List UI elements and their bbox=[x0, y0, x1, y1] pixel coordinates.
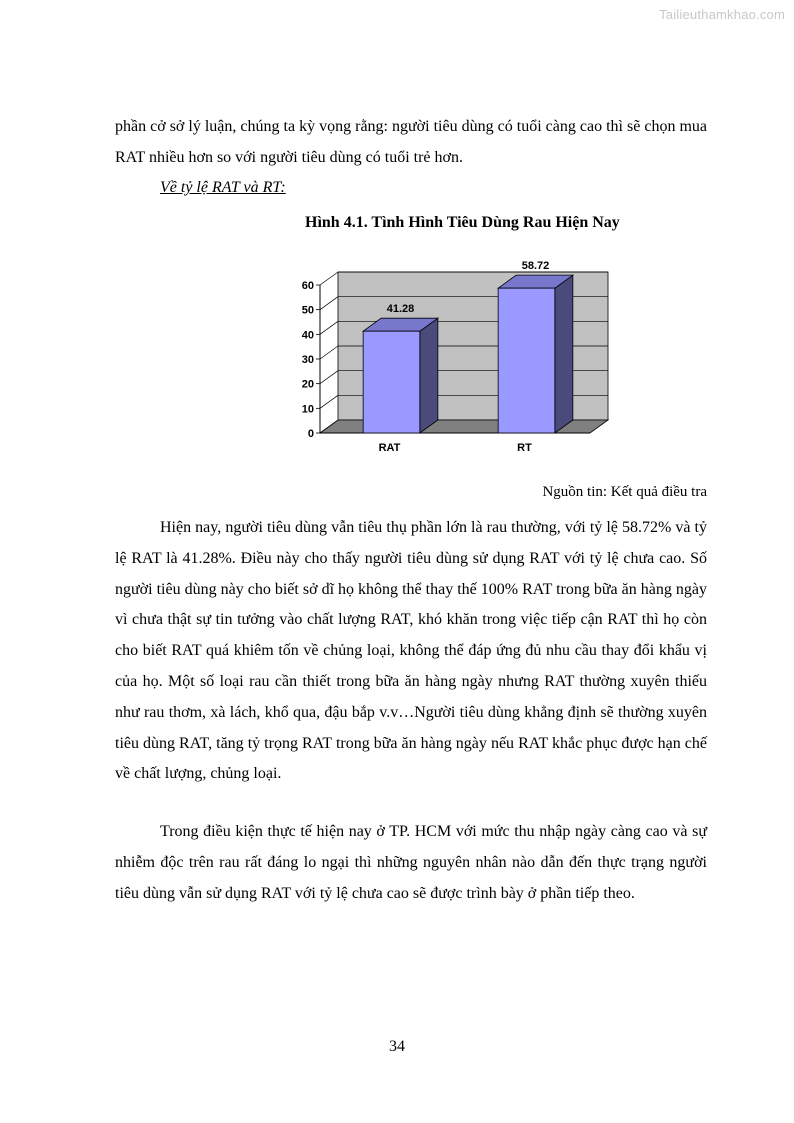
chart-y-tick-label: 40 bbox=[301, 329, 314, 342]
chart-y-tick-label: 50 bbox=[301, 304, 314, 317]
chart-grid-diagonal bbox=[320, 371, 338, 384]
figure-title: Hình 4.1. Tình Hình Tiêu Dùng Rau Hiện Nay bbox=[305, 214, 620, 231]
chart-x-tick-label: RAT bbox=[378, 442, 401, 454]
chart-grid-diagonal bbox=[320, 395, 338, 408]
paragraph-3: Trong điều kiện thực tế hiện nay ở TP. HCM với mức thu nhập ngày càng cao và sự nhiễm độc trên rau rất đáng lo ngại thì những nguyên nhân nào dẫn đến thực trạng người tiêu dùng vẫn sử dụng RAT với tỷ lệ chưa cao sẽ được trình bày ở phần tiếp theo. bbox=[115, 823, 707, 902]
chart-data-label: 58.72 bbox=[521, 260, 550, 273]
chart-y-tick-label: 0 bbox=[307, 428, 314, 440]
chart-bar-side bbox=[420, 318, 438, 433]
chart-data-label: 41.28 bbox=[386, 303, 415, 316]
chart-y-tick-label: 10 bbox=[301, 403, 314, 416]
page-number: 34 bbox=[389, 1038, 405, 1055]
source-note: Nguồn tin: Kết quả điều tra bbox=[542, 484, 707, 500]
chart-bar-side bbox=[555, 275, 573, 433]
chart-grid-diagonal bbox=[320, 346, 338, 359]
bar-chart bbox=[280, 255, 640, 465]
chart-bar bbox=[363, 331, 420, 433]
chart-grid-diagonal bbox=[320, 321, 338, 334]
subheading: Về tỷ lệ RAT và RT: bbox=[160, 179, 286, 196]
chart-y-tick-label: 30 bbox=[301, 354, 314, 366]
chart-grid-diagonal bbox=[320, 272, 338, 285]
paragraph-2: Hiện nay, người tiêu dùng vẫn tiêu thụ phần lớn là rau thường, với tỷ lệ 58.72% và tỷ lệ RAT là 41.28%. Điều này cho thấy người tiêu dùng sử dụng RAT với tỷ lệ chưa cao. Số người tiêu dùng này cho biết sở dĩ họ không thể thay thế 100% RAT trong bữa ăn hàng ngày vì chưa thật sự tin tưởng vào chất lượng RAT, khó khăn trong việc tiếp cận RAT thì họ còn cho biết RAT quá khiêm tốn về chủng loại, không thể đáp ứng đủ nhu cầu thay đổi khẩu vị của họ. Một số loại rau cần thiết trong bữa ăn hàng ngày nhưng RAT thường xuyên thiếu như rau thơm, xà lách, khổ qua, đậu bắp v.v…Người tiêu dùng khẳng định sẽ thường xuyên tiêu dùng RAT, tăng tỷ trọng RAT trong bữa ăn hàng ngày nếu RAT khắc phục được hạn chế về chất lượng, chủng loại. bbox=[115, 519, 707, 783]
paragraph-intro: phần cở sở lý luận, chúng ta kỳ vọng rằng: người tiêu dùng có tuổi càng cao thì sẽ chọn mua RAT nhiều hơn so với người tiêu dùng có tuổi trẻ hơn. bbox=[115, 118, 707, 166]
chart-x-tick-label: RT bbox=[517, 442, 532, 454]
chart-bar bbox=[498, 288, 555, 433]
chart-y-tick-label: 20 bbox=[301, 378, 314, 391]
chart-grid-diagonal bbox=[320, 297, 338, 310]
watermark: Tailieuthamkhao.com bbox=[659, 7, 785, 22]
chart-y-tick-label: 60 bbox=[301, 280, 314, 292]
